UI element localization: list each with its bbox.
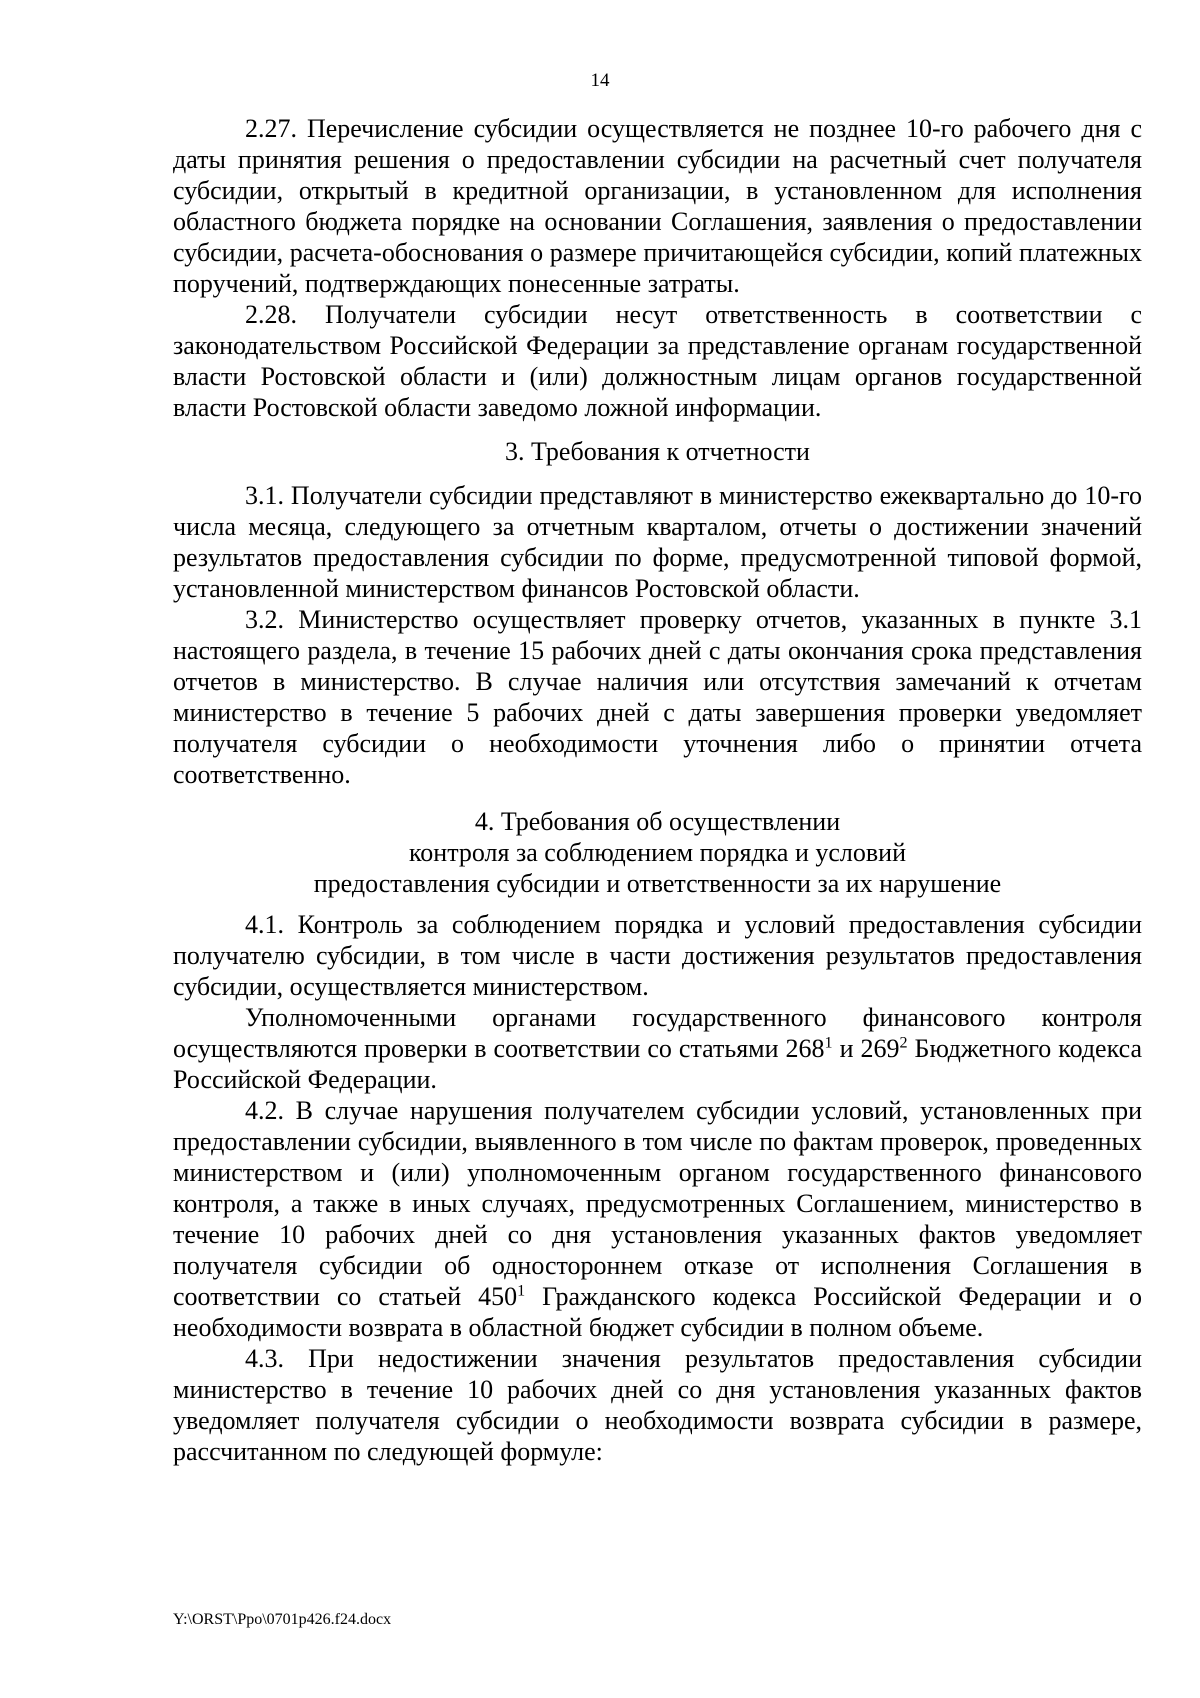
footnote-superscript: 2 (899, 1034, 908, 1052)
section-heading-4-line-3: предоставления субсидии и ответственности за их нарушение (313, 869, 1002, 898)
document-body (173, 113, 1142, 1467)
paragraph-4-3: 4.3. При недостижении значения результатов предоставления субсидии министерство в течение 10 рабочих дней со дня установления указанных фактов уведомляет получателя субсидии о необходимости возврата субсидии в размере, рассчитанном по следующей формуле: (173, 1344, 1142, 1466)
paragraph-4-2-text-1: 4.2. В случае нарушения получателем субсидии условий, установленных при предоставлении субсидии, выявленного в том числе по фактам проверок, проведенных министерством и (или) уполномоченным органом государственного финансового контроля, а также в иных случаях, предусмотренных Соглашением, министерство в течение 10 рабочих дней со дня установления указанных фактов уведомляет получателя субсидии об одностороннем отказе от исполнения Соглашения в соответствии со статьей 450 (173, 1096, 1142, 1311)
paragraph-2-27: 2.27. Перечисление субсидии осуществляется не позднее 10-го рабочего дня с даты принятия решения о предоставлении субсидии на расчетный счет получателя субсидии, открытый в кредитной организации, в установленном для исполнения областного бюджета порядке на основании Соглашения, заявления о предоставлении субсидии, расчета-обоснования о размере причитающейся субсидии, копий платежных поручений, подтверждающих понесенные затраты. (173, 114, 1142, 298)
paragraph-4-1-control-text-3: Бюджетного кодекса Российской Федерации. (173, 1034, 1142, 1094)
paragraph-2-28: 2.28. Получатели субсидии несут ответственность в соответствии с законодательством Российской Федерации за представление органам государственной власти Ростовской области и (или) должностным лицам органов государственной власти Ростовской области заведомо ложной информации. (173, 300, 1142, 422)
page-number: 14 (590, 70, 610, 91)
paragraph-4-1: 4.1. Контроль за соблюдением порядка и условий предоставления субсидии получателю субсидии, в том числе в части достижения результатов предоставления субсидии, осуществляется министерством. (173, 910, 1142, 1001)
section-heading-4-line-2: контроля за соблюдением порядка и условий (408, 838, 906, 867)
section-heading-4-line-1: 4. Требования об осуществлении (474, 807, 841, 836)
paragraph-3-1: 3.1. Получатели субсидии представляют в министерство ежеквартально до 10-го числа месяца, следующего за отчетным кварталом, отчеты о достижении значений результатов предоставления субсидии по форме, предусмотренной типовой формой, установленной министерством финансов Ростовской области. (173, 481, 1142, 603)
paragraph-3-2: 3.2. Министерство осуществляет проверку отчетов, указанных в пункте 3.1 настоящего раздела, в течение 15 рабочих дней с даты окончания срока представления отчетов в министерство. В случае наличия или отсутствия замечаний к отчетам министерство в течение 5 рабочих дней с даты завершения проверки уведомляет получателя субсидии о необходимости уточнения либо о принятии отчета соответственно. (173, 605, 1142, 789)
footnote-superscript: 1 (517, 1282, 526, 1300)
paragraph-4-2-text-2: Гражданского кодекса Российской Федерации и о необходимости возврата в областной бюджет субсидии в полном объеме. (173, 1282, 1142, 1342)
section-heading-3: 3. Требования к отчетности (505, 437, 810, 466)
paragraph-4-1-control-text-2: и 269 (832, 1034, 900, 1063)
paragraph-4-1-control-text-1: Уполномоченными органами государственного финансового контроля осуществляются проверки в соответствии со статьями 268 (173, 1003, 1142, 1063)
section-heading-4 (173, 806, 1142, 899)
paragraph-4-1-control (173, 1002, 1142, 1095)
footnote-superscript: 1 (824, 1034, 833, 1052)
paragraph-4-2 (173, 1095, 1142, 1343)
file-path-footer: Y:\ORST\Ppo\0701p426.f24.docx (173, 1611, 392, 1628)
